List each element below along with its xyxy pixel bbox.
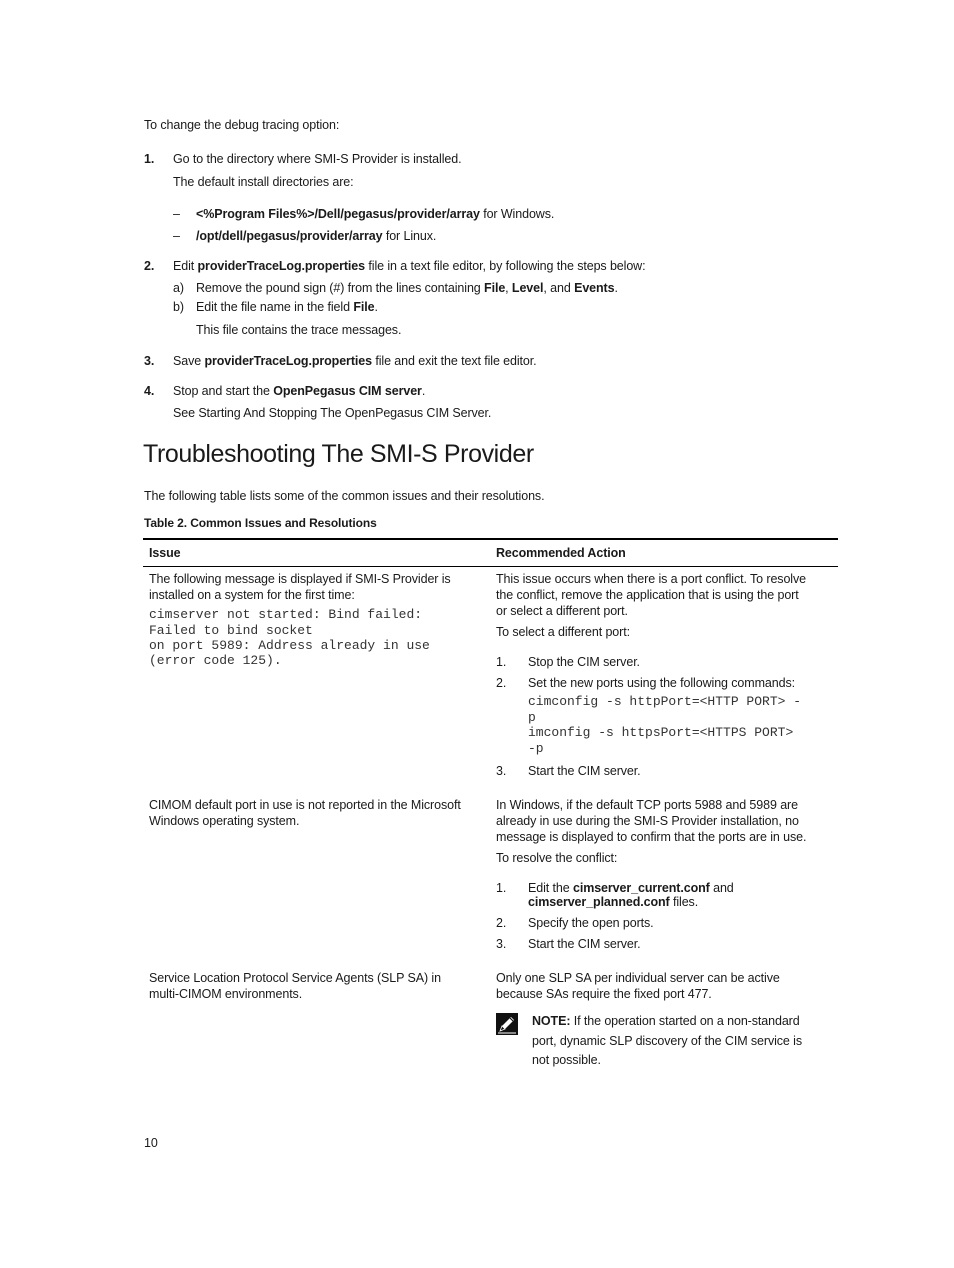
note-line1 <box>532 1013 800 1029</box>
row1-command-line: -p <box>528 741 544 756</box>
row1-issue-line: installed on a system for the first time: <box>149 588 355 602</box>
bullet-dash: – <box>173 207 180 221</box>
row2-step-1-pre: Edit the <box>528 881 573 895</box>
step-4-post: . <box>421 384 426 398</box>
substep-b-label: b) <box>173 300 184 314</box>
step-1-number: 1. <box>144 152 155 166</box>
row1-code-line: Failed to bind socket <box>149 623 313 638</box>
row1-action-line: or select a different port. <box>496 604 628 618</box>
step-3-text <box>173 353 537 369</box>
row1-code-line: on port 5989: Address already in use <box>149 638 430 653</box>
row2-step-number: 1. <box>496 881 507 895</box>
separator: , <box>505 281 512 295</box>
row2-step-number: 3. <box>496 937 507 951</box>
step-2-number: 2. <box>144 259 155 273</box>
step-4-number: 4. <box>144 384 155 398</box>
row1-step-text: Stop the CIM server. <box>528 655 640 669</box>
header-action: Recommended Action <box>496 546 626 560</box>
row1-command-line: cimconfig -s httpPort=<HTTP PORT> - <box>528 694 802 709</box>
substep-b-text <box>196 299 378 315</box>
row2-action-sub: To resolve the conflict: <box>496 851 618 865</box>
row2-issue-line: Windows operating system. <box>149 814 300 828</box>
pencil-note-icon <box>496 1013 518 1035</box>
keyword-level: Level <box>511 281 544 295</box>
step-4-pre: Stop and start the <box>173 384 274 398</box>
row1-code-line: (error code 125). <box>149 653 282 668</box>
substep-a-pre: Remove the pound sign (#) from the lines containing <box>196 281 485 295</box>
period: . <box>614 281 618 295</box>
substep-a-text <box>196 280 618 296</box>
row2-step-text: Start the CIM server. <box>528 937 641 951</box>
row1-step-text: Set the new ports using the following commands: <box>528 676 795 690</box>
planned-conf-filename: cimserver_planned.conf <box>528 895 670 909</box>
step-2-pre: Edit <box>173 259 198 273</box>
bullet-dash: – <box>173 229 180 243</box>
row3-action-line: because SAs require the fixed port 477. <box>496 987 712 1001</box>
step-4-text <box>173 383 425 399</box>
substep-a-label: a) <box>173 281 184 295</box>
cim-server-name: OpenPegasus CIM server <box>273 384 422 398</box>
step-4-subtext: See Starting And Stopping The OpenPegasus CIM Server. <box>173 406 492 420</box>
row1-code-line: cimserver not started: Bind failed: <box>149 607 423 622</box>
note-line3: not possible. <box>532 1053 601 1067</box>
row1-command-line: p <box>528 710 536 725</box>
step-3-number: 3. <box>144 354 155 368</box>
row1-action-line: the conflict, remove the application that is using the port <box>496 588 799 602</box>
row2-action-line: already in use during the SMI-S Provider installation, no <box>496 814 799 828</box>
linux-path: /opt/dell/pegasus/provider/array <box>196 229 383 243</box>
linux-path-suffix: for Linux. <box>382 229 437 243</box>
row2-step-text: Specify the open ports. <box>528 916 654 930</box>
table-top-rule <box>143 538 838 540</box>
row2-issue-line: CIMOM default port in use is not reported in the Microsoft <box>149 798 461 812</box>
row1-action-line: This issue occurs when there is a port conflict. To resolve <box>496 572 806 586</box>
keyword-events: Events <box>574 281 615 295</box>
step-2-text <box>173 258 645 274</box>
row1-step-number: 2. <box>496 676 507 690</box>
row2-step-1-line2 <box>528 894 698 910</box>
section-title: Troubleshooting The SMI-S Provider <box>143 440 534 468</box>
bullet-linux-path <box>196 228 436 244</box>
keyword-file: File <box>484 281 506 295</box>
separator: , and <box>543 281 575 295</box>
substep-b-note: This file contains the trace messages. <box>196 323 402 337</box>
intro-text: To change the debug tracing option: <box>144 118 340 132</box>
row1-command-line: imconfig -s httpsPort=<HTTPS PORT> <box>528 725 794 740</box>
row2-step-number: 2. <box>496 916 507 930</box>
windows-path: <%Program Files%>/Dell/pegasus/provider/array <box>196 207 480 221</box>
header-issue: Issue <box>149 546 181 560</box>
row1-step-number: 3. <box>496 764 507 778</box>
properties-filename: providerTraceLog.properties <box>204 354 372 368</box>
step-3-post: file and exit the text file editor. <box>371 354 537 368</box>
row1-step-text: Start the CIM server. <box>528 764 641 778</box>
step-1-subtext: The default install directories are: <box>173 175 354 189</box>
section-intro: The following table lists some of the common issues and their resolutions. <box>144 489 545 503</box>
note-text: If the operation started on a non-standard <box>570 1014 800 1028</box>
row2-action-line: message is displayed to confirm that the ports are in use. <box>496 830 807 844</box>
row1-issue-line: The following message is displayed if SMI-S Provider is <box>149 572 451 586</box>
page-number: 10 <box>144 1136 158 1150</box>
row1-step-number: 1. <box>496 655 507 669</box>
row2-step-1-mid: and <box>709 881 734 895</box>
properties-filename: providerTraceLog.properties <box>197 259 366 273</box>
table-caption: Table 2. Common Issues and Resolutions <box>144 516 377 530</box>
row1-action-sub: To select a different port: <box>496 625 630 639</box>
step-1-text: Go to the directory where SMI-S Provider is installed. <box>173 152 462 166</box>
row3-issue-line: multi-CIMOM environments. <box>149 987 303 1001</box>
row3-action-line: Only one SLP SA per individual server can be active <box>496 971 780 985</box>
windows-path-suffix: for Windows. <box>479 207 555 221</box>
note-label: NOTE: <box>532 1014 571 1028</box>
substep-b-pre: Edit the file name in the field <box>196 300 354 314</box>
row2-action-line: In Windows, if the default TCP ports 5988 and 5989 are <box>496 798 798 812</box>
row2-step-1-post: files. <box>669 895 699 909</box>
step-2-post: file in a text file editor, by following the steps below: <box>365 259 646 273</box>
step-3-pre: Save <box>173 354 205 368</box>
note-line2: port, dynamic SLP discovery of the CIM service is <box>532 1034 802 1048</box>
current-conf-filename: cimserver_current.conf <box>572 881 710 895</box>
field-file: File <box>353 300 375 314</box>
period: . <box>374 300 378 314</box>
bullet-windows-path <box>196 206 554 222</box>
table-header-rule <box>143 566 838 567</box>
row3-issue-line: Service Location Protocol Service Agents (SLP SA) in <box>149 971 441 985</box>
